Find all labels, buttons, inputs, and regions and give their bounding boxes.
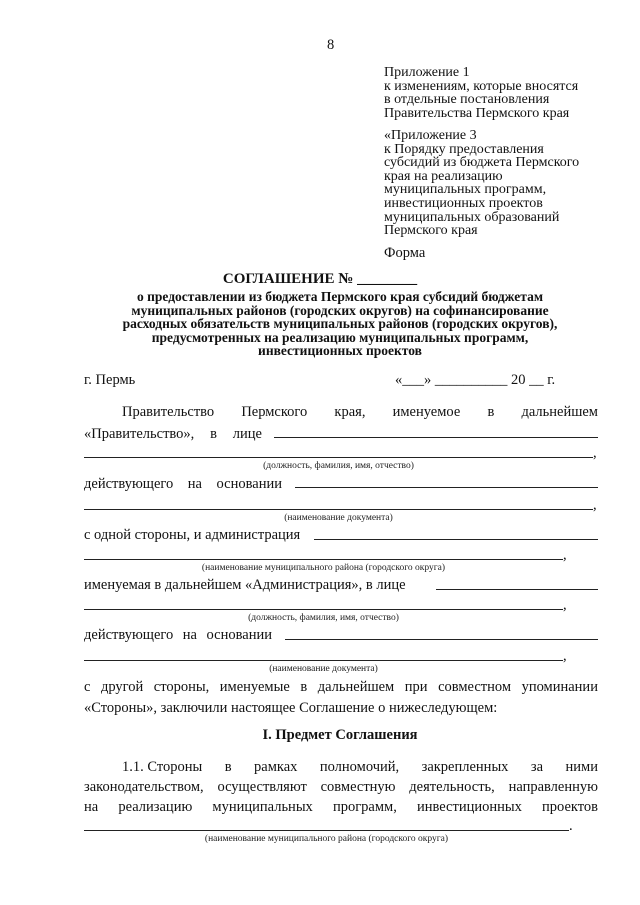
city: г. Пермь [84,372,136,388]
period: . [569,818,573,834]
appendix-3-line: к Порядку предоставления [384,141,544,157]
word: «Правительство», [84,426,195,442]
word: закрепленных [421,759,509,775]
word: на [187,476,202,492]
government-person-field[interactable] [274,437,598,438]
appendix-1-line: к изменениям, которые вносятся [384,78,579,94]
word: упоминании [521,679,598,695]
other-side-line2: «Стороны», заключили настоящее Соглашение о нижеследующем: [84,700,498,716]
subtitle-line: инвестиционных проектов [258,343,422,358]
caption-municipal: (наименование муниципального района (городского округа) [201,563,446,573]
appendix-1-line: в отдельные постановления [384,92,550,108]
word: муниципальных [212,799,313,815]
appendix-3-line: субсидий из бюджета Пермского [384,155,580,171]
appendix-1-line: Правительства Пермского края [384,105,570,121]
word: именуемое [392,404,461,420]
word: Правительство [122,404,215,420]
word: осуществляют [217,779,307,795]
appendix-1-line: Приложение 1 [384,65,470,80]
subtitle-line: расходных обязательств муниципальных районов (городских округов), [122,316,558,331]
word: с [84,679,91,695]
word: в [210,426,217,442]
word: стороны, [153,679,210,695]
acting-basis-field-2[interactable] [84,660,563,661]
acting-basis-field-2[interactable] [84,509,593,510]
comma: , [593,497,597,513]
word: края, [334,404,366,420]
appendix-1-block [384,66,578,120]
appendix-3-line: инвестиционных проектов [384,195,543,211]
appendix-3-line: Пермского края [384,223,478,239]
comma: , [563,547,567,563]
word: дальнейшем [317,679,395,695]
word: Пермского [241,404,308,420]
comma: , [563,648,567,664]
caption-position: (должность, фамилия, имя, отчество) [263,461,414,471]
word: инвестиционных [416,799,522,815]
appendix-3-line: края на реализацию [384,168,503,184]
subtitle-line: о предоставлении из бюджета Пермского края субсидий бюджетам [136,289,544,304]
caption-document: (наименование документа) [284,513,393,523]
comma: , [563,597,567,613]
word: совместную [320,779,396,795]
word: ними [565,759,598,775]
word: действующего [84,476,174,492]
word: проектов [542,799,598,815]
appendix-3-line: муниципальных программ, [384,182,547,198]
municipal-final-field[interactable] [84,830,569,831]
acting-basis-label [84,477,282,492]
date-field[interactable]: «___» __________ 20 __ г. [395,372,556,388]
word: совместном [438,679,512,695]
word: полномочий, [319,759,400,775]
clause-1-1-line3 [84,800,598,815]
admin-person-field-2[interactable] [84,609,563,610]
other-side-paragraph [84,680,598,695]
word: за [530,759,544,775]
word: действующего [84,627,174,643]
word: в [300,679,308,695]
caption-document: (наименование документа) [269,664,378,674]
government-person-label [84,427,262,442]
admin-person-field[interactable] [436,589,598,590]
agreement-title: СОГЛАШЕНИЕ № ________ [222,271,418,287]
acting-basis-field[interactable] [285,639,598,640]
caption-position: (должность, фамилия, имя, отчество) [248,613,399,623]
word: программ, [332,799,397,815]
section-heading: I. Предмет Соглашения [262,727,418,743]
form-label: Форма [384,245,426,261]
appendix-3-line: муниципальных образований [384,209,560,225]
administration-field[interactable] [314,539,598,540]
caption-municipal-final: (наименование муниципального района (городского округа) [204,834,449,844]
page-number: 8 [327,37,335,53]
word: именуемые [219,679,290,695]
word: в [487,404,495,420]
subtitle-line: предусмотренных на реализацию муниципальных программ, [151,329,529,345]
word: в [224,759,232,775]
acting-basis-label [84,628,272,643]
admin-person-label: именуемая в дальнейшем «Администрация», в лице [84,577,406,593]
word: реализацию [118,799,193,815]
word: на [182,627,197,643]
subtitle-line: муниципальных районов (городских округов) на софинансирование [131,302,549,318]
word: другой [100,679,144,695]
word: законодательством, [84,779,204,795]
word: 1.1. Стороны [122,759,203,775]
clause-1-1-line2 [84,780,598,795]
appendix-3-line: «Приложение 3 [384,128,477,143]
word: на [84,799,99,815]
one-side-admin-label: с одной стороны, и администрация [84,527,301,543]
agreement-subtitle [0,290,640,358]
paragraph-government [122,405,598,420]
word: основании [206,627,272,643]
clause-1-1 [122,760,598,775]
word: направленную [508,779,598,795]
word: основании [216,476,282,492]
comma: , [593,445,597,461]
word: рамках [254,759,298,775]
administration-field-2[interactable] [84,559,563,560]
word: лице [232,426,262,442]
government-person-field-2[interactable] [84,457,593,458]
acting-basis-field[interactable] [295,487,598,488]
word: при [404,679,428,695]
word: дальнейшем [521,404,598,420]
word: деятельность, [409,779,495,795]
appendix-3-block [384,129,579,238]
